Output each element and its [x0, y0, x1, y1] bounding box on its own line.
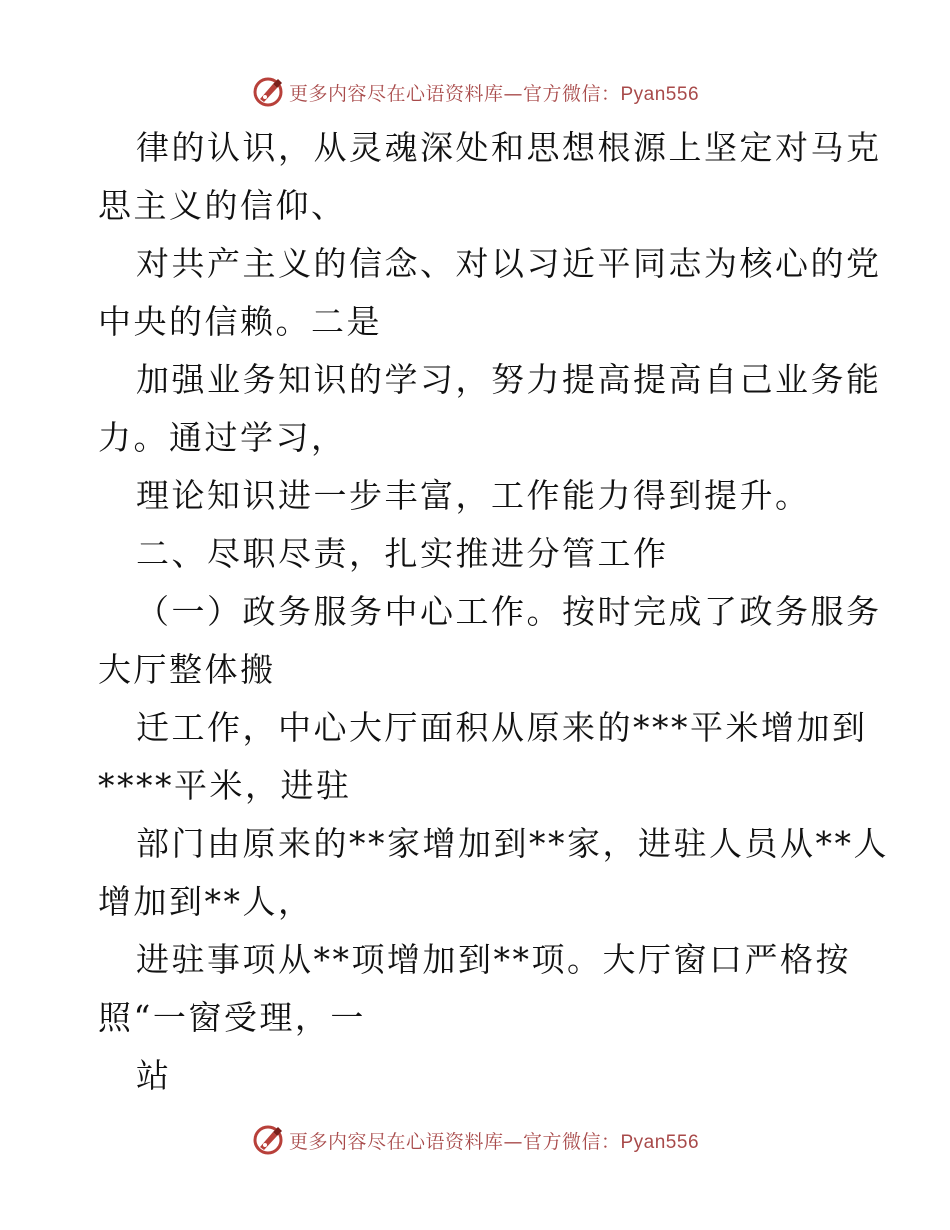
paragraph-line: 照“一窗受理，一 [98, 998, 366, 1037]
banner-site-text: 更多内容尽在心语资料库 [288, 1130, 504, 1153]
banner-wechat-text: 官方微信：Pyan556 [523, 83, 700, 105]
pen-nib-circle-icon [251, 1123, 285, 1157]
header-banner [0, 72, 950, 112]
banner-dash: — [503, 1130, 523, 1153]
paragraph-line: 增加到**人， [98, 882, 314, 921]
paragraph-line: 力。通过学习， [98, 418, 347, 457]
banner-dash: — [503, 82, 523, 105]
banner-site-text: 更多内容尽在心语资料库 [288, 82, 504, 105]
banner-text [289, 79, 699, 106]
subsection-heading-line: （一）政务服务中心工作。按时完成了政务服务 [136, 592, 882, 631]
paragraph-line: 思主义的信仰、 [98, 186, 347, 225]
paragraph-line: 大厅整体搬 [98, 650, 276, 689]
paragraph-line: 中央的信赖。二是 [98, 302, 382, 341]
paragraph-line: 部门由原来的**家增加到**家，进驻人员从**人 [136, 824, 889, 863]
banner-wechat-text: 官方微信：Pyan556 [523, 1131, 700, 1153]
paragraph-line: ****平米，进驻 [98, 766, 352, 805]
pen-nib-circle-icon [251, 75, 285, 109]
paragraph-line: 加强业务知识的学习，努力提高提高自己业务能 [136, 360, 882, 399]
paragraph-line: 迁工作，中心大厅面积从原来的***平米增加到 [136, 708, 868, 747]
banner-text [289, 1127, 699, 1154]
paragraph-line: 进驻事项从**项增加到**项。大厅窗口严格按 [136, 940, 851, 979]
footer-banner [0, 1120, 950, 1160]
paragraph-line: 站 [136, 1056, 172, 1095]
section-heading: 二、尽职尽责，扎实推进分管工作 [136, 534, 669, 573]
paragraph-line: 对共产主义的信念、对以习近平同志为核心的党 [136, 244, 882, 283]
paragraph-line: 律的认识，从灵魂深处和思想根源上坚定对马克 [136, 128, 882, 167]
paragraph-line: 理论知识进一步丰富，工作能力得到提升。 [136, 476, 811, 515]
